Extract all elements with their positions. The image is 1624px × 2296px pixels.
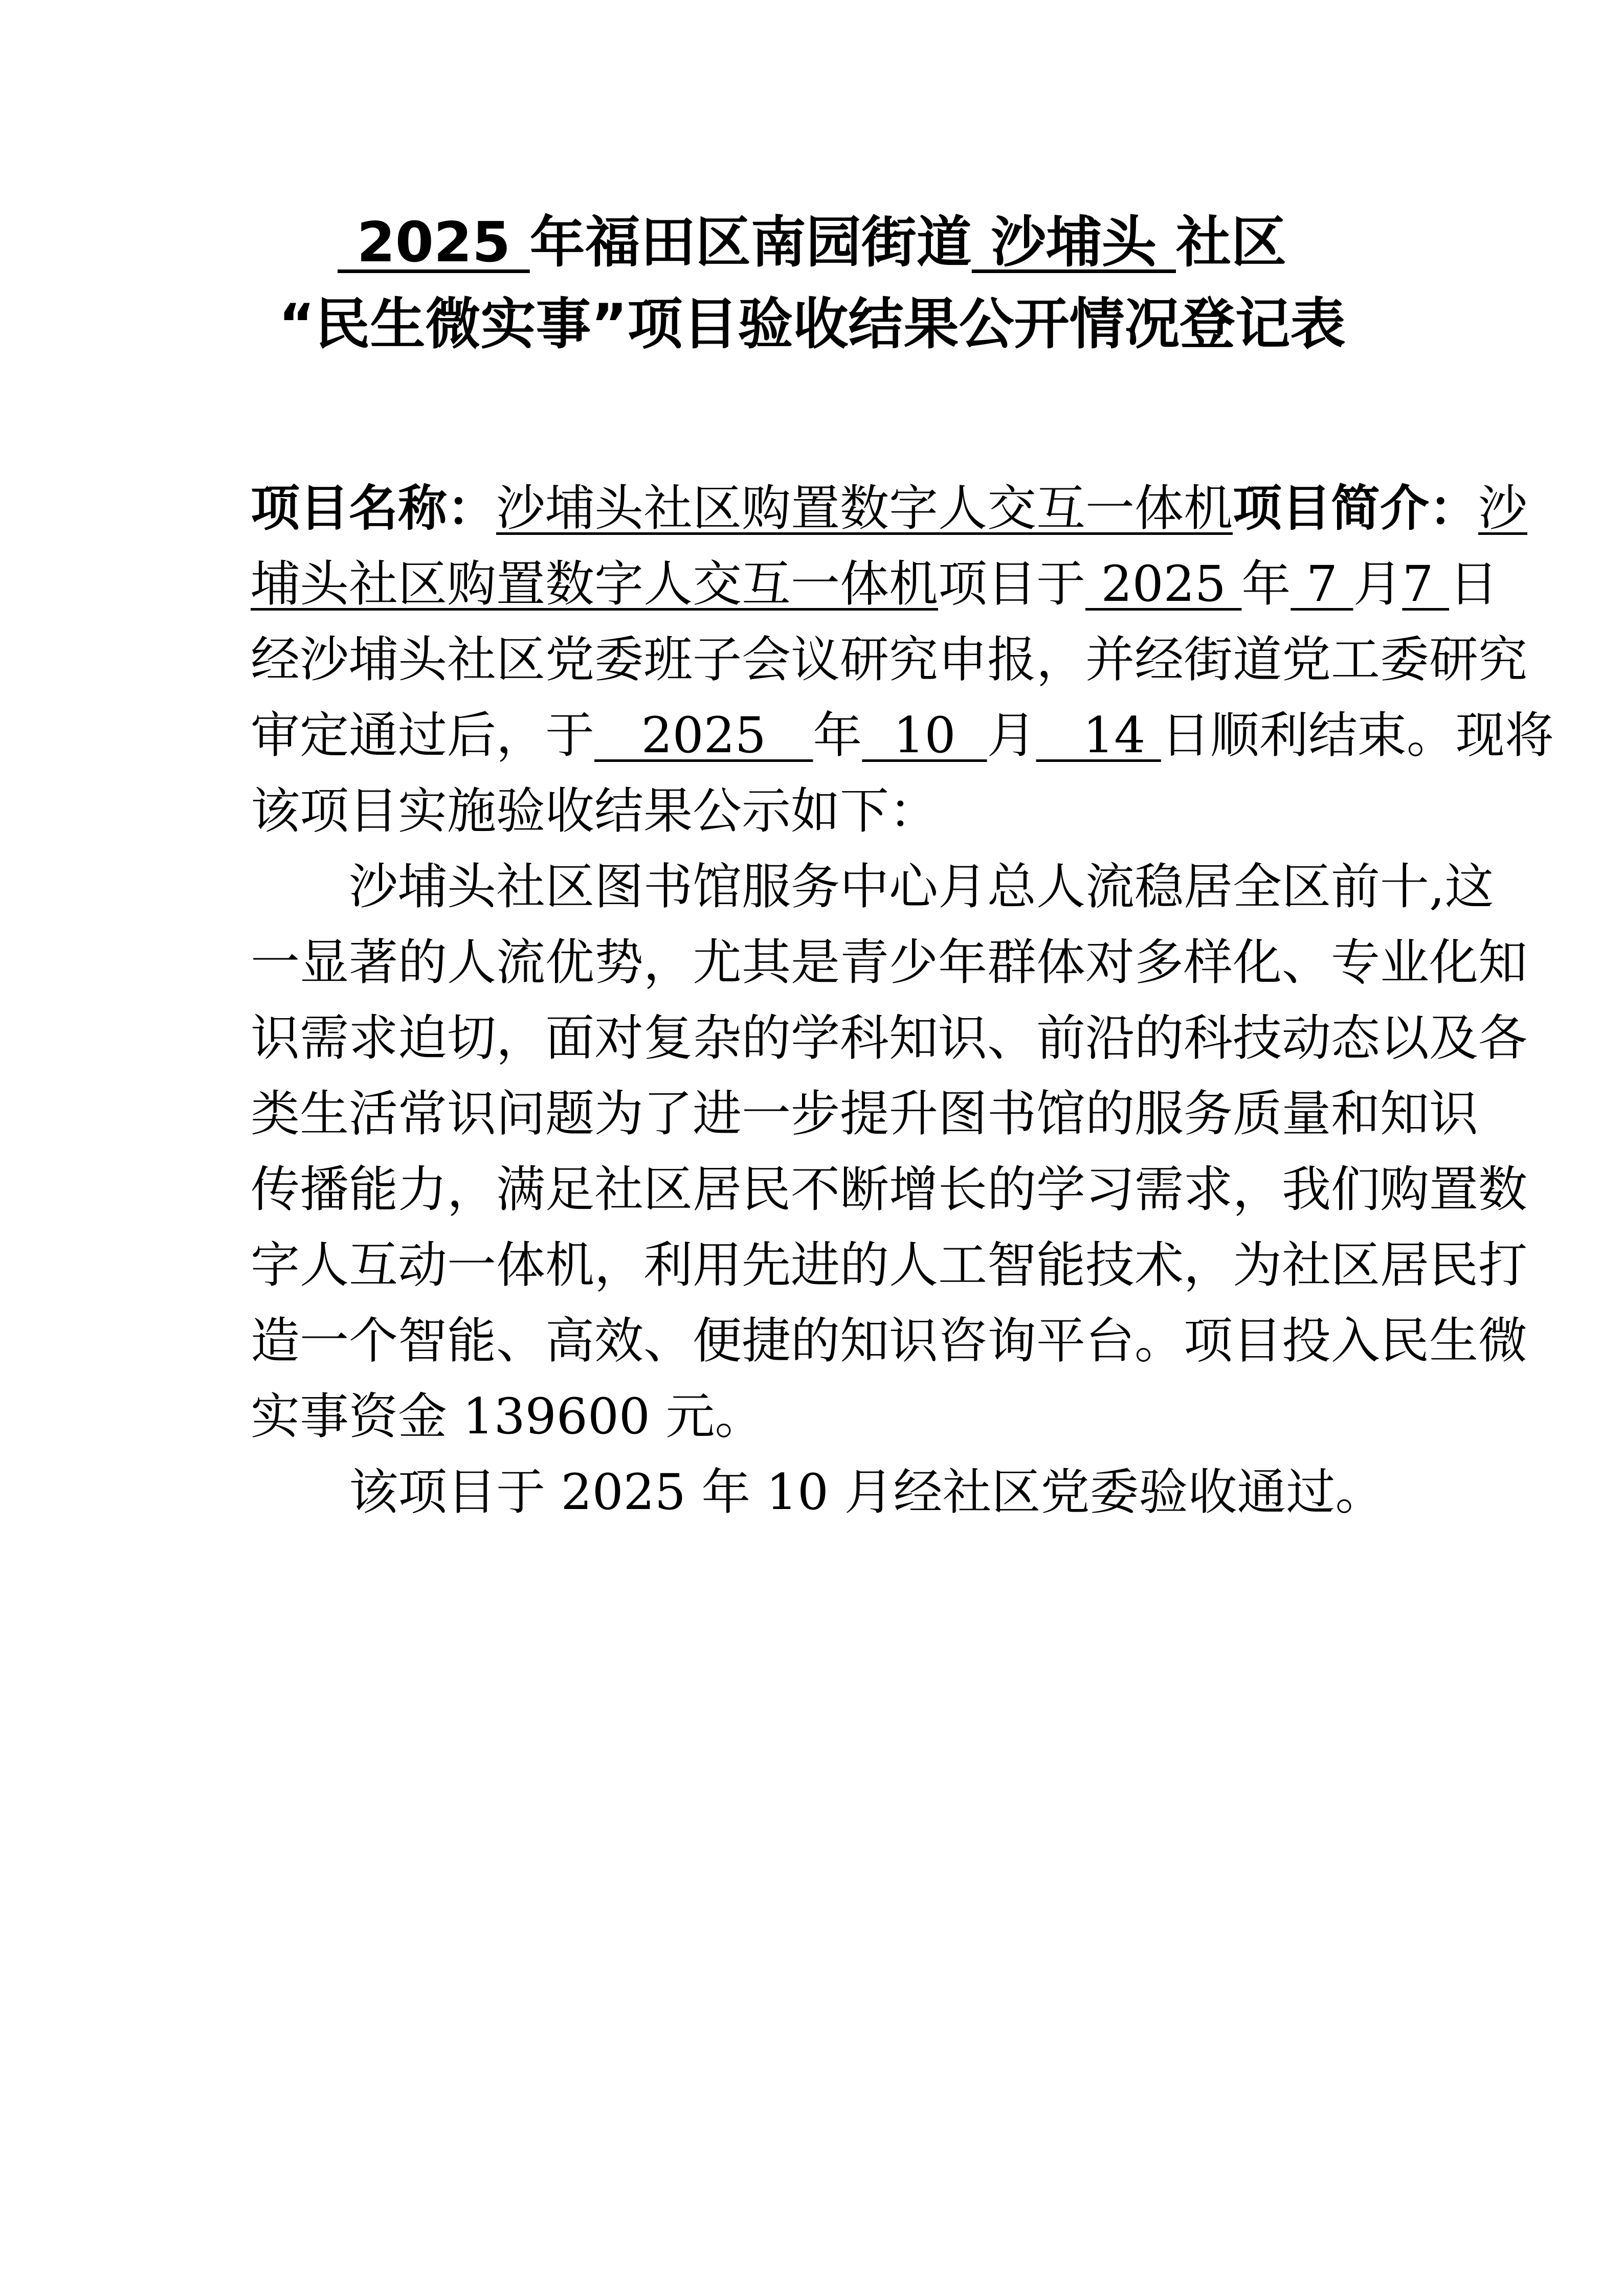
document-body [251, 470, 1554, 1530]
end-date-line [251, 697, 1554, 773]
paragraph-line: 字人互动一体机，利用先进的人工智能技术，为社区居民打 [251, 1236, 1527, 1294]
paragraph-line: 识需求迫切，面对复杂的学科知识、前沿的科技动态以及各 [251, 1009, 1527, 1067]
project-intro-value-cont: 埔头社区购置数字人交互一体机 [251, 555, 938, 613]
text: 月 [987, 707, 1036, 764]
paragraph-line: 类生活常识问题为了进一步提升图书馆的服务质量和知识 [251, 1085, 1478, 1142]
project-intro-label: 项目简介： [1233, 479, 1478, 537]
title-suffix: 社区 [1176, 211, 1287, 275]
document-title-line-1 [0, 210, 1624, 276]
end-month: 10 [862, 707, 987, 764]
paragraph-line: 沙埔头社区图书馆服务中心月总人流稳居全区前十,这 [349, 858, 1494, 915]
paragraph-line: 实事资金 139600 元。 [251, 1388, 764, 1445]
paragraph-line: 传播能力，满足社区居民不断增长的学习需求，我们购置数 [251, 1161, 1527, 1218]
text: 项目于 [938, 555, 1085, 613]
project-name-label: 项目名称： [251, 479, 496, 537]
text: 审定通过后，于 [251, 707, 594, 764]
start-year: 2025 [1085, 555, 1242, 613]
start-month: 7 [1291, 555, 1353, 613]
text: 日顺利结束。现将 [1161, 707, 1554, 764]
end-day: 14 [1036, 707, 1161, 764]
text: 月 [1353, 555, 1403, 613]
end-year: 2025 [594, 707, 813, 764]
document-title-line-2: “民生微实事”项目验收结果公开情况登记表 [278, 292, 1346, 356]
text: 日 [1449, 555, 1499, 613]
title-community: 沙埔头 [971, 211, 1176, 275]
project-name-line [251, 470, 1527, 546]
project-name-value: 沙埔头社区购置数字人交互一体机 [496, 480, 1233, 537]
title-district: 年福田区南园街道 [529, 211, 972, 275]
project-intro-value-start: 沙 [1478, 480, 1527, 537]
project-intro-line-2 [251, 546, 1499, 622]
paragraph-line: 该项目实施验收结果公示如下： [251, 782, 938, 840]
paragraph-line: 经沙埔头社区党委班子会议研究申报，并经街道党工委研究 [251, 631, 1527, 688]
start-day: 7 [1402, 555, 1450, 613]
text: 年 [1241, 555, 1291, 613]
title-year: 2025 [337, 211, 530, 275]
paragraph-line: 一显著的人流优势，尤其是青少年群体对多样化、专业化知 [251, 934, 1527, 991]
acceptance-statement: 该项目于 2025 年 10 月经社区党委验收通过。 [349, 1464, 1385, 1521]
paragraph-line: 造一个智能、高效、便捷的知识咨询平台。项目投入民生微 [251, 1312, 1527, 1369]
text: 年 [813, 707, 862, 764]
